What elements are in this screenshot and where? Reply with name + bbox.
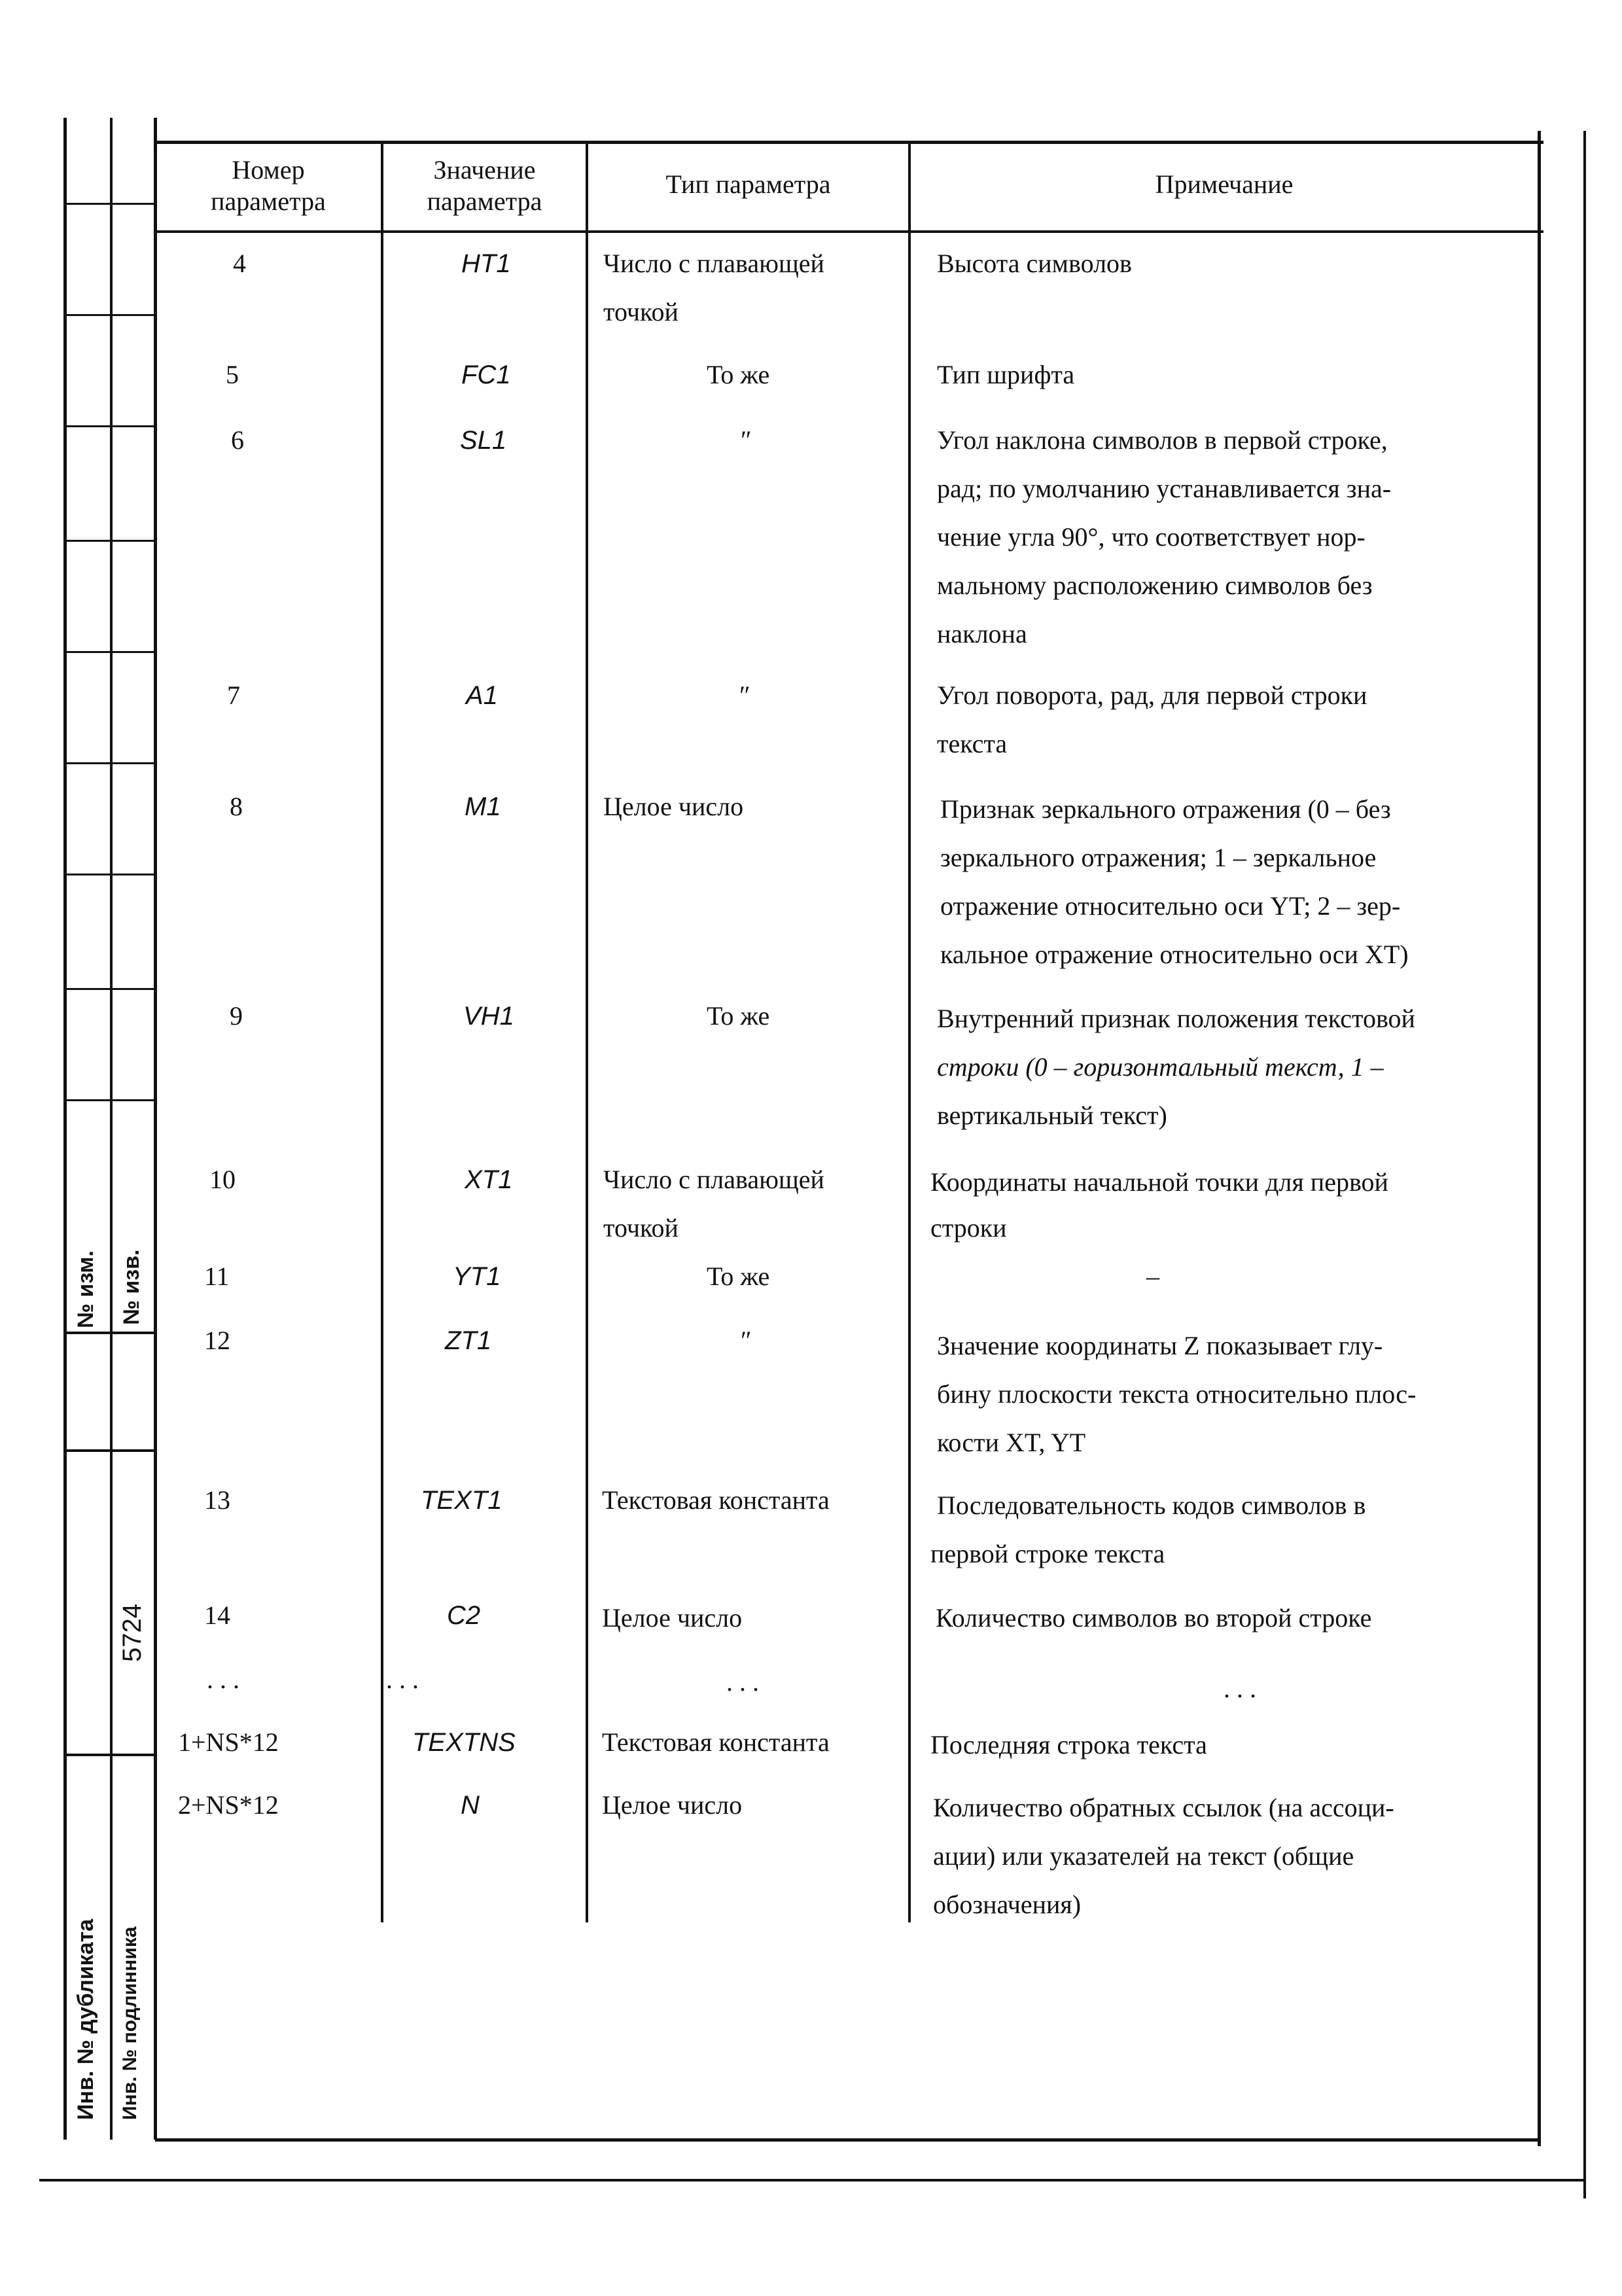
table-row-note: первой строке текста (930, 1539, 1165, 1568)
table-row-val: M1 (465, 792, 501, 821)
side-doc-number: 5724 (118, 1604, 147, 1662)
table-row-num: 2+NS*12 (178, 1790, 279, 1820)
table-row-type: ″ (741, 1326, 752, 1355)
table-row-val: YT1 (453, 1262, 501, 1291)
table-row-type: То же (707, 1001, 770, 1031)
table-row-note: кости XT, YT (937, 1428, 1086, 1457)
side-label-podl: Инв. № подлинника (119, 1926, 141, 2120)
table-row-note: ации) или указателей на текст (общие (933, 1841, 1354, 1871)
table-row-num: 4 (233, 249, 246, 278)
side-tick (63, 874, 157, 875)
header-type: Тип параметра (665, 169, 831, 199)
table-row-val: TEXT1 (421, 1486, 502, 1515)
side-tick (63, 1449, 157, 1452)
table-row-note: Координаты начальной точки для первой (930, 1167, 1388, 1197)
header-bottom-line (155, 230, 1543, 233)
table-row-num: 8 (230, 792, 243, 821)
table-row-note: Внутренний признак положения текстовой (937, 1004, 1415, 1033)
table-row-type: Целое число (602, 1603, 743, 1633)
table-row-note: обозначения) (933, 1890, 1082, 1919)
table-row-note: рад; по умолчанию устанавливается зна- (937, 474, 1392, 503)
header-note: Примечание (1155, 169, 1294, 199)
header-num-line1: Номер (232, 155, 305, 185)
page-bottom-line (39, 2179, 1586, 2181)
table-row-type: ″ (739, 680, 750, 710)
table-row-note: текста (937, 729, 1008, 758)
frame-bottom-line (155, 2138, 1541, 2142)
table-row-type: То же (707, 1262, 770, 1291)
table-row-val: TEXTNS (412, 1728, 516, 1757)
table-row-note: кальное отражение относительно оси XT) (940, 940, 1409, 969)
table-row-note: отражение относительно оси YT; 2 – зер- (940, 891, 1401, 921)
table-row-note: . . . (1224, 1674, 1256, 1703)
table-row-val: SL1 (460, 426, 507, 455)
table-row-note: Последовательность кодов символов в (937, 1491, 1366, 1520)
frame-top-line (155, 141, 1543, 144)
table-row-note: строки (930, 1213, 1007, 1243)
table-row-type: Текстовая константа (602, 1727, 830, 1757)
side-label-izv: № изв. (119, 1249, 144, 1325)
side-line-mid (110, 118, 113, 2140)
table-row-type: Текстовая константа (602, 1485, 830, 1515)
side-tick (63, 762, 157, 764)
table-row-val: C2 (447, 1601, 481, 1630)
frame-right-line (1538, 131, 1541, 2146)
side-tick (63, 540, 157, 542)
side-tick (63, 425, 157, 427)
table-row-note: чение угла 90°, что соответствует нор- (937, 522, 1366, 552)
table-row-num: 9 (230, 1001, 243, 1031)
table-row-note: Значение координаты Z показывает глу- (937, 1331, 1383, 1360)
side-tick (63, 314, 157, 316)
table-row-num: 1+NS*12 (178, 1727, 279, 1757)
table-row-note: зеркального отражения; 1 – зеркальное (940, 843, 1377, 872)
table-row-note: вертикальный текст) (937, 1101, 1167, 1130)
table-row-num: 6 (231, 425, 244, 455)
table-row-num: 12 (204, 1326, 230, 1355)
table-row-val: ZT1 (445, 1326, 492, 1355)
header-num (157, 154, 379, 217)
table-row-type: ″ (741, 425, 752, 455)
table-row-type: . . . (726, 1667, 759, 1697)
side-tick (63, 651, 157, 653)
side-line-inner (154, 118, 157, 2140)
table-row-note: Признак зеркального отражения (0 – без (940, 794, 1391, 824)
side-tick (63, 1754, 157, 1756)
table-row-note: Количество обратных ссылок (на ассоци- (933, 1793, 1394, 1822)
table-row-note: Угол наклона символов в первой строке, (937, 425, 1388, 455)
side-tick (63, 1332, 157, 1334)
side-label-izm: № изм. (73, 1250, 98, 1328)
table-row-type: Число с плавающей (603, 249, 824, 278)
table-row-note: Высота символов (937, 249, 1132, 278)
table-row-note: Последняя строка текста (930, 1730, 1207, 1759)
side-tick (63, 203, 157, 205)
header-num-line2: параметра (211, 186, 326, 216)
table-row-type: То же (707, 360, 770, 389)
table-row-note: мальному расположению символов без (937, 571, 1373, 600)
table-row-val: . . . (386, 1665, 419, 1694)
col-sep-2 (586, 143, 588, 1922)
table-row-num: . . . (207, 1665, 239, 1694)
table-row-val: VH1 (463, 1002, 514, 1031)
table-row-type: Целое число (602, 1790, 743, 1820)
header-val (383, 154, 586, 217)
table-row-val: A1 (466, 681, 498, 710)
table-row-num: 11 (204, 1262, 230, 1291)
table-row-note: – (1146, 1262, 1159, 1291)
table-row-val: XT1 (465, 1165, 513, 1194)
table-row-note: Количество символов во второй строке (936, 1603, 1372, 1633)
table-row-num: 10 (209, 1165, 236, 1194)
table-row-type: точкой (603, 297, 679, 327)
side-line-outer (63, 118, 67, 2140)
table-row-num: 13 (204, 1485, 230, 1515)
table-row-note: Угол поворота, рад, для первой строки (937, 680, 1367, 710)
side-tick (63, 988, 157, 990)
header-val-line2: параметра (427, 186, 542, 216)
table-row-type: Целое число (603, 792, 744, 821)
table-row-val: N (461, 1791, 480, 1820)
table-row-type: Число с плавающей (603, 1165, 824, 1194)
side-label-dubl: Инв. № дубликата (73, 1918, 98, 2120)
header-val-line1: Значение (433, 155, 536, 185)
table-row-num: 7 (227, 680, 240, 710)
table-row-num: 5 (226, 360, 239, 389)
table-row-note: бину плоскости текста относительно плос- (937, 1379, 1417, 1409)
table-row-val: HT1 (461, 249, 511, 278)
table-row-note: Тип шрифта (937, 360, 1075, 389)
col-sep-1 (381, 143, 383, 1922)
table-row-type: точкой (603, 1213, 679, 1243)
table-row-num: 14 (204, 1600, 230, 1630)
table-row-note: строки (0 – горизонтальный текст, 1 – (937, 1052, 1384, 1082)
side-tick (63, 1099, 157, 1101)
outer-right-line (1583, 131, 1586, 2199)
table-row-note: наклона (937, 619, 1027, 648)
col-sep-3 (908, 143, 911, 1922)
table-row-val: FC1 (461, 361, 511, 389)
